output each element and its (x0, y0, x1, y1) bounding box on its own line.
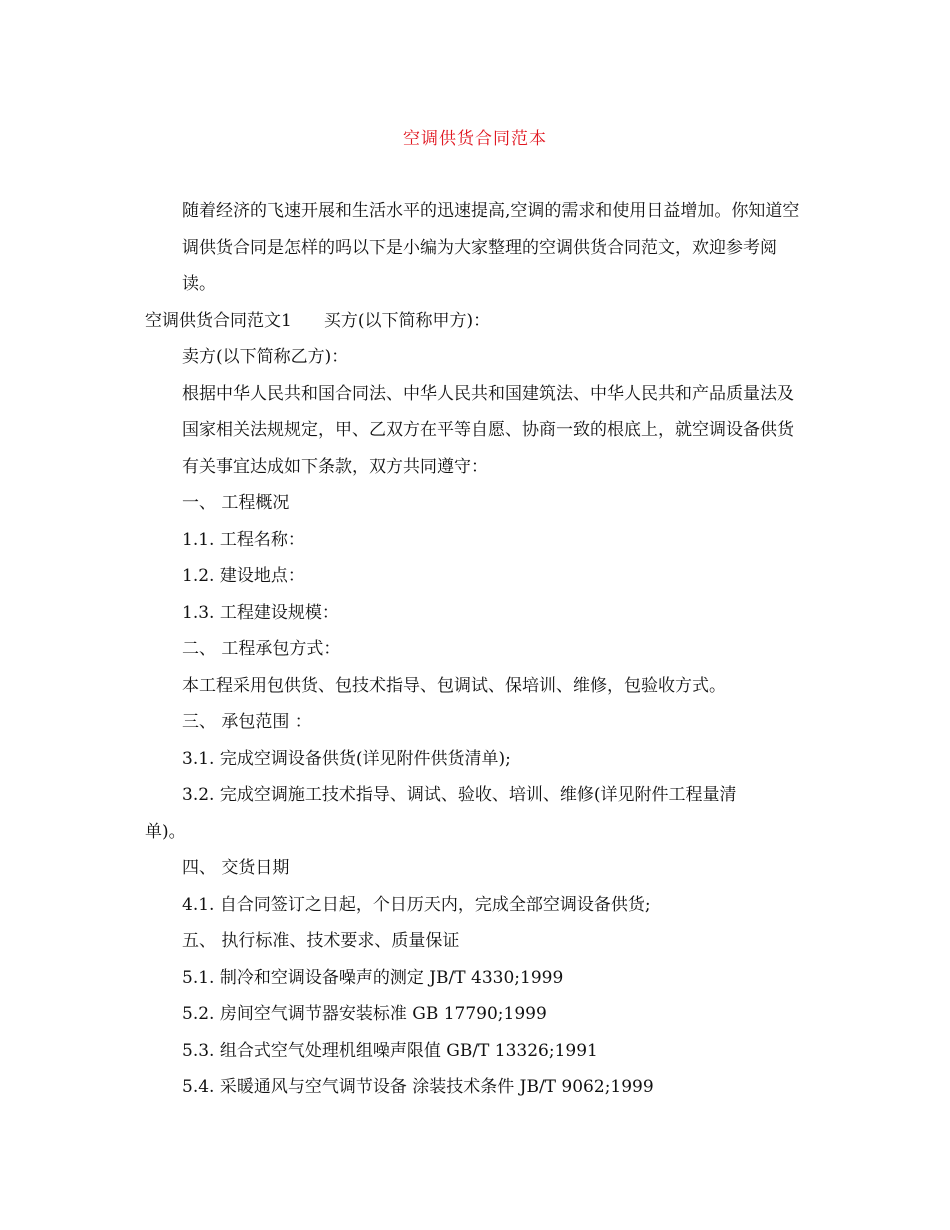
section-heading: 空调供货合同范文1 (145, 310, 292, 331)
clause-1: 一、 工程概况 (182, 493, 290, 513)
buyer-label: 买方(以下简称甲方)： (323, 310, 491, 331)
clause-2: 二、 工程承包方式： (182, 639, 341, 659)
clause-1-3: 1.3. 工程建设规模： (182, 602, 339, 623)
clause-3-2-continued: 单)。 (145, 821, 186, 842)
clause-5-4: 5.4. 采暖通风与空气调节设备 涂装技术条件 JB/T 9062;1999 (182, 1077, 654, 1097)
document-body (145, 193, 805, 1106)
document-title: 空调供货合同范本 (403, 129, 547, 149)
clause-2-text: 本工程采用包供货、包技术指导、包调试、保培训、维修，包验收方式。 (182, 675, 726, 696)
clause-3-2: 3.2. 完成空调施工技术指导、调试、验收、培训、维修(详见附件工程量清 (182, 785, 737, 805)
clause-4-1: 4.1. 自合同签订之日起，个日历天内，完成全部空调设备供货; (182, 894, 651, 915)
basis-paragraph: 根据中华人民共和国合同法、中华人民共和国建筑法、中华人民共和产品质量法及国家相关法规规定，甲、乙双方在平等自愿、协商一致的根底上，就空调设备供货有关事宜达成如下条款，双方共同遵守： (182, 383, 794, 477)
clause-5: 五、 执行标准、技术要求、质量保证 (182, 931, 460, 951)
clause-1-2: 1.2. 建设地点： (182, 566, 305, 586)
seller-label: 卖方(以下简称乙方)： (182, 347, 349, 367)
clause-3-1: 3.1. 完成空调设备供货(详见附件供货清单); (182, 748, 511, 769)
section-heading-line (145, 303, 805, 340)
clause-5-1: 5.1. 制冷和空调设备噪声的测定 JB/T 4330;1999 (182, 967, 564, 988)
intro-paragraph: 随着经济的飞速开展和生活水平的迅速提高,空调的需求和使用日益增加。你知道空调供货合同是怎样的吗以下是小编为大家整理的空调供货合同范文，欢迎参考阅读。 (182, 201, 800, 294)
clause-1-1: 1.1. 工程名称： (182, 529, 305, 550)
clause-3: 三、 承包范围 ： (182, 712, 312, 732)
clause-5-3: 5.3. 组合式空气处理机组噪声限值 GB/T 13326;1991 (182, 1040, 598, 1061)
clause-5-2: 5.2. 房间空气调节器安装标准 GB 17790;1999 (182, 1004, 547, 1024)
clause-4: 四、 交货日期 (182, 858, 290, 878)
